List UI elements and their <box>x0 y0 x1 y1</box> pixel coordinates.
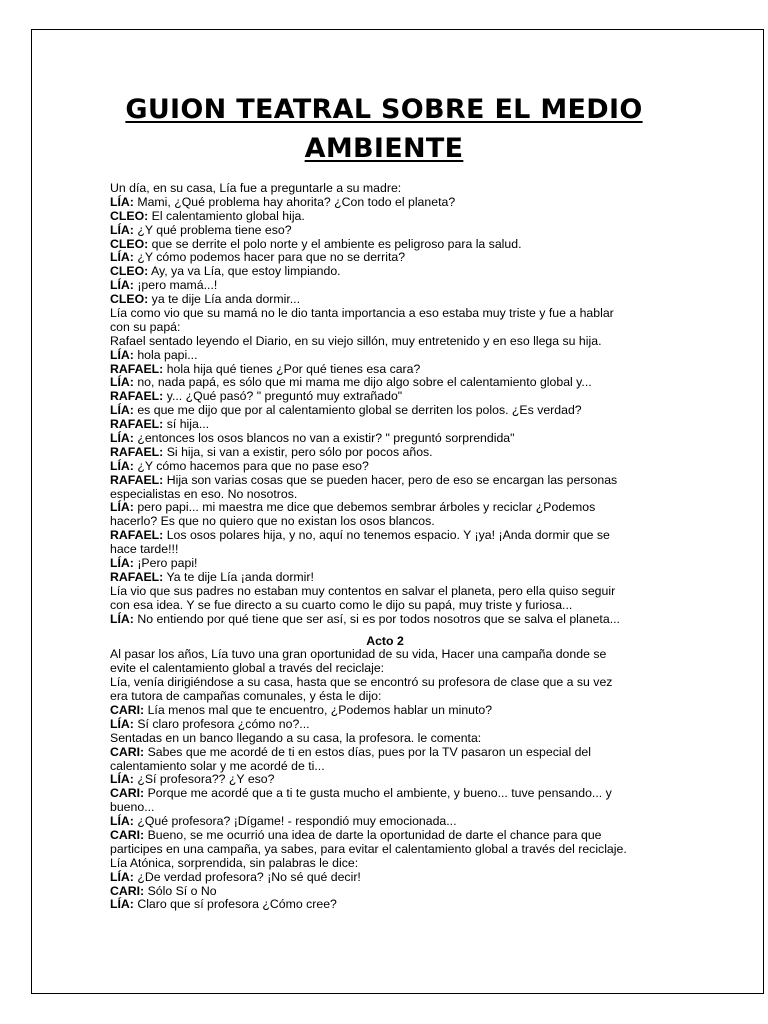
line-text: Al pasar los años, Lía tuvo una gran oportunidad de su vida, Hacer una campaña donde se <box>110 647 607 662</box>
speaker-name: LÍA: <box>110 814 134 829</box>
act-2-heading: Acto 2 <box>366 633 404 648</box>
line-text: Mami, ¿Qué problema hay ahorita? ¿Con todo el planeta? <box>133 194 456 209</box>
title-line-2: AMBIENTE <box>304 133 464 164</box>
line-text: Sólo Sí o No <box>144 883 217 898</box>
line-text: ¿Y cómo hacemos para que no pase eso? <box>133 458 369 473</box>
line-text: No entiendo por qué tiene que ser así, si es por todos nosotros que se salva el planeta... <box>133 611 620 626</box>
script-line <box>110 585 660 599</box>
speaker-name: LÍA: <box>110 347 134 362</box>
line-text: participes en una campaña, ya sabes, para evitar el calentamiento global a través del reciclaje. <box>110 841 627 856</box>
speaker-name: LÍA: <box>110 500 134 515</box>
line-text: ¿Y qué problema tiene eso? <box>133 222 292 237</box>
script-line <box>110 321 660 335</box>
speaker-name: CLEO: <box>110 292 149 307</box>
line-text: calentamiento solar y me acordé de ti... <box>110 758 325 773</box>
line-text: ya te dije Lía anda dormir... <box>148 292 301 307</box>
script-line <box>110 718 660 732</box>
line-text: bueno... <box>110 800 155 815</box>
script-line <box>110 704 660 718</box>
speaker-name: CLEO: <box>110 264 149 279</box>
speaker-name: RAFAEL: <box>110 417 164 432</box>
line-text: era tutora de campañas comunales, y ésta le dijo: <box>110 689 382 704</box>
line-text: Los osos polares hija, y no, aquí no tenemos espacio. Y ¡ya! ¡Anda dormir que se <box>163 528 610 543</box>
speaker-name: CARI: <box>110 786 145 801</box>
script-line <box>110 613 660 627</box>
line-text: Sentadas en un banco llegando a su casa, la profesora. le comenta: <box>110 730 482 745</box>
speaker-name: RAFAEL: <box>110 528 164 543</box>
line-text: y... ¿Qué pasó? " preguntó muy extrañado" <box>163 389 403 404</box>
line-text: Lía, venía dirigiéndose a su casa, hasta que se encontró su profesora de clase que a su vez <box>110 675 613 690</box>
speaker-name: CLEO: <box>110 236 149 251</box>
script-line <box>110 307 660 321</box>
script-line <box>110 460 660 474</box>
speaker-name: RAFAEL: <box>110 389 164 404</box>
script-line <box>110 349 660 363</box>
speaker-name: LÍA: <box>110 869 134 884</box>
line-text: Lía Atónica, sorprendida, sin palabras le dice: <box>110 855 359 870</box>
speaker-name: LÍA: <box>110 611 134 626</box>
script-line <box>110 871 660 885</box>
line-text: Claro que sí profesora ¿Cómo cree? <box>133 897 337 912</box>
line-text: Porque me acordé que a ti te gusta mucho el ambiente, y bueno... tuve pensando... y <box>144 786 612 801</box>
title-line-1: GUION TEATRAL SOBRE EL MEDIO <box>125 94 643 125</box>
speaker-name: CLEO: <box>110 208 149 223</box>
line-text: ¡Pero papi! <box>133 556 198 571</box>
script-line <box>110 293 660 307</box>
line-text: evite el calentamiento global a través del reciclaje: <box>110 661 385 676</box>
speaker-name: LÍA: <box>110 403 134 418</box>
speaker-name: LÍA: <box>110 375 134 390</box>
line-text: Hija son varias cosas que se pueden hacer, pero de eso se encargan las personas <box>163 472 618 487</box>
script-line <box>110 529 660 543</box>
line-text: ¿entonces los osos blancos no van a existir? " preguntó sorprendida" <box>133 431 515 446</box>
line-text: sí hija... <box>163 417 210 432</box>
speaker-name: LÍA: <box>110 278 134 293</box>
line-text: Lía menos mal que te encuentro, ¿Podemos hablar un minuto? <box>144 702 493 717</box>
script-line <box>110 210 660 224</box>
script-line <box>110 404 660 418</box>
script-line <box>110 801 660 815</box>
speaker-name: LÍA: <box>110 716 134 731</box>
script-body <box>110 182 660 912</box>
speaker-name: CARI: <box>110 702 145 717</box>
line-text: no, nada papá, es sólo que mi mama me dijo algo sobre el calentamiento global y... <box>133 375 592 390</box>
script-line <box>110 648 660 662</box>
line-text: Ya te dije Lía ¡anda dormir! <box>163 569 314 584</box>
line-text: Bueno, se me ocurrió una idea de darte la oportunidad de darte el chance para que <box>144 827 602 842</box>
line-text: ¡pero mamá...! <box>133 278 218 293</box>
line-text: es que me dijo que por al calentamiento global se derriten los polos. ¿Es verdad? <box>133 403 582 418</box>
line-text: ¿Sí profesora?? ¿Y eso? <box>133 772 275 787</box>
script-line <box>110 662 660 676</box>
act-1-dialogue <box>110 182 660 627</box>
script-line <box>110 515 660 529</box>
speaker-name: LÍA: <box>110 250 134 265</box>
speaker-name: RAFAEL: <box>110 472 164 487</box>
line-text: hace tarde!!! <box>110 542 179 557</box>
line-text: hola papi... <box>133 347 198 362</box>
script-line <box>110 571 660 585</box>
speaker-name: CARI: <box>110 883 145 898</box>
script-line <box>110 418 660 432</box>
line-text: hola hija qué tienes ¿Por qué tienes esa cara? <box>163 361 421 376</box>
line-text: especialistas en eso. No nosotros. <box>110 486 298 501</box>
script-line <box>110 557 660 571</box>
speaker-name: LÍA: <box>110 194 134 209</box>
script-line <box>110 732 660 746</box>
script-line <box>110 474 660 488</box>
script-line <box>110 773 660 787</box>
line-text: que se derrite el polo norte y el ambiente es peligroso para la salud. <box>148 236 522 251</box>
speaker-name: LÍA: <box>110 431 134 446</box>
script-line <box>110 335 660 349</box>
script-line <box>110 376 660 390</box>
act-2-dialogue <box>110 648 660 912</box>
line-text: pero papi... mi maestra me dice que debemos sembrar árboles y reciclar ¿Podemos <box>133 500 596 515</box>
script-line <box>110 543 660 557</box>
script-line <box>110 432 660 446</box>
script-line <box>110 599 660 613</box>
line-text: Sí claro profesora ¿cómo no?... <box>133 716 310 731</box>
script-line <box>110 446 660 460</box>
speaker-name: RAFAEL: <box>110 444 164 459</box>
speaker-name: LÍA: <box>110 222 134 237</box>
speaker-name: LÍA: <box>110 772 134 787</box>
line-text: ¿Y cómo podemos hacer para que no se derrita? <box>133 250 406 265</box>
line-text: hacerlo? Es que no quiero que no existan los osos blancos. <box>110 514 435 529</box>
script-line <box>110 898 660 912</box>
line-text: Si hija, si van a existir, pero sólo por pocos años. <box>163 444 433 459</box>
speaker-name: LÍA: <box>110 897 134 912</box>
line-text: Rafael sentado leyendo el Diario, en su viejo sillón, muy entretenido y en eso llega su hija. <box>110 333 602 348</box>
script-line <box>110 196 660 210</box>
line-text: Sabes que me acordé de ti en estos días, pues por la TV pasaron un especial del <box>144 744 591 759</box>
script-line <box>110 279 660 293</box>
script-line <box>110 857 660 871</box>
line-text: Lía como vio que su mamá no le dio tanta importancia a eso estaba muy triste y fue a hablar <box>110 306 614 321</box>
script-line <box>110 746 660 760</box>
line-text: Lía vio que sus padres no estaban muy contentos en salvar el planeta, pero ella quiso seguir <box>110 583 616 598</box>
line-text: ¿De verdad profesora? ¡No sé qué decir! <box>133 869 361 884</box>
script-line <box>110 224 660 238</box>
document-title <box>60 90 708 168</box>
script-line <box>110 676 660 690</box>
speaker-name: CARI: <box>110 827 145 842</box>
script-line <box>110 829 660 843</box>
line-text: con su papá: <box>110 319 181 334</box>
line-text: Ay, ya va Lía, que estoy limpiando. <box>148 264 341 279</box>
speaker-name: LÍA: <box>110 458 134 473</box>
line-text: El calentamiento global hija. <box>148 208 305 223</box>
script-line <box>110 182 660 196</box>
script-line <box>110 787 660 801</box>
script-line <box>110 251 660 265</box>
speaker-name: RAFAEL: <box>110 569 164 584</box>
line-text: ¿Qué profesora? ¡Dígame! - respondió muy emocionada... <box>133 814 457 829</box>
script-line <box>110 501 660 515</box>
line-text: con esa idea. Y se fue directo a su cuarto como le dijo su papá, muy triste y furiosa... <box>110 597 573 612</box>
script-line <box>110 843 660 857</box>
speaker-name: RAFAEL: <box>110 361 164 376</box>
line-text: Un día, en su casa, Lía fue a preguntarle a su madre: <box>110 181 402 195</box>
speaker-name: CARI: <box>110 744 145 759</box>
script-line <box>110 815 660 829</box>
speaker-name: LÍA: <box>110 556 134 571</box>
script-line <box>110 690 660 704</box>
